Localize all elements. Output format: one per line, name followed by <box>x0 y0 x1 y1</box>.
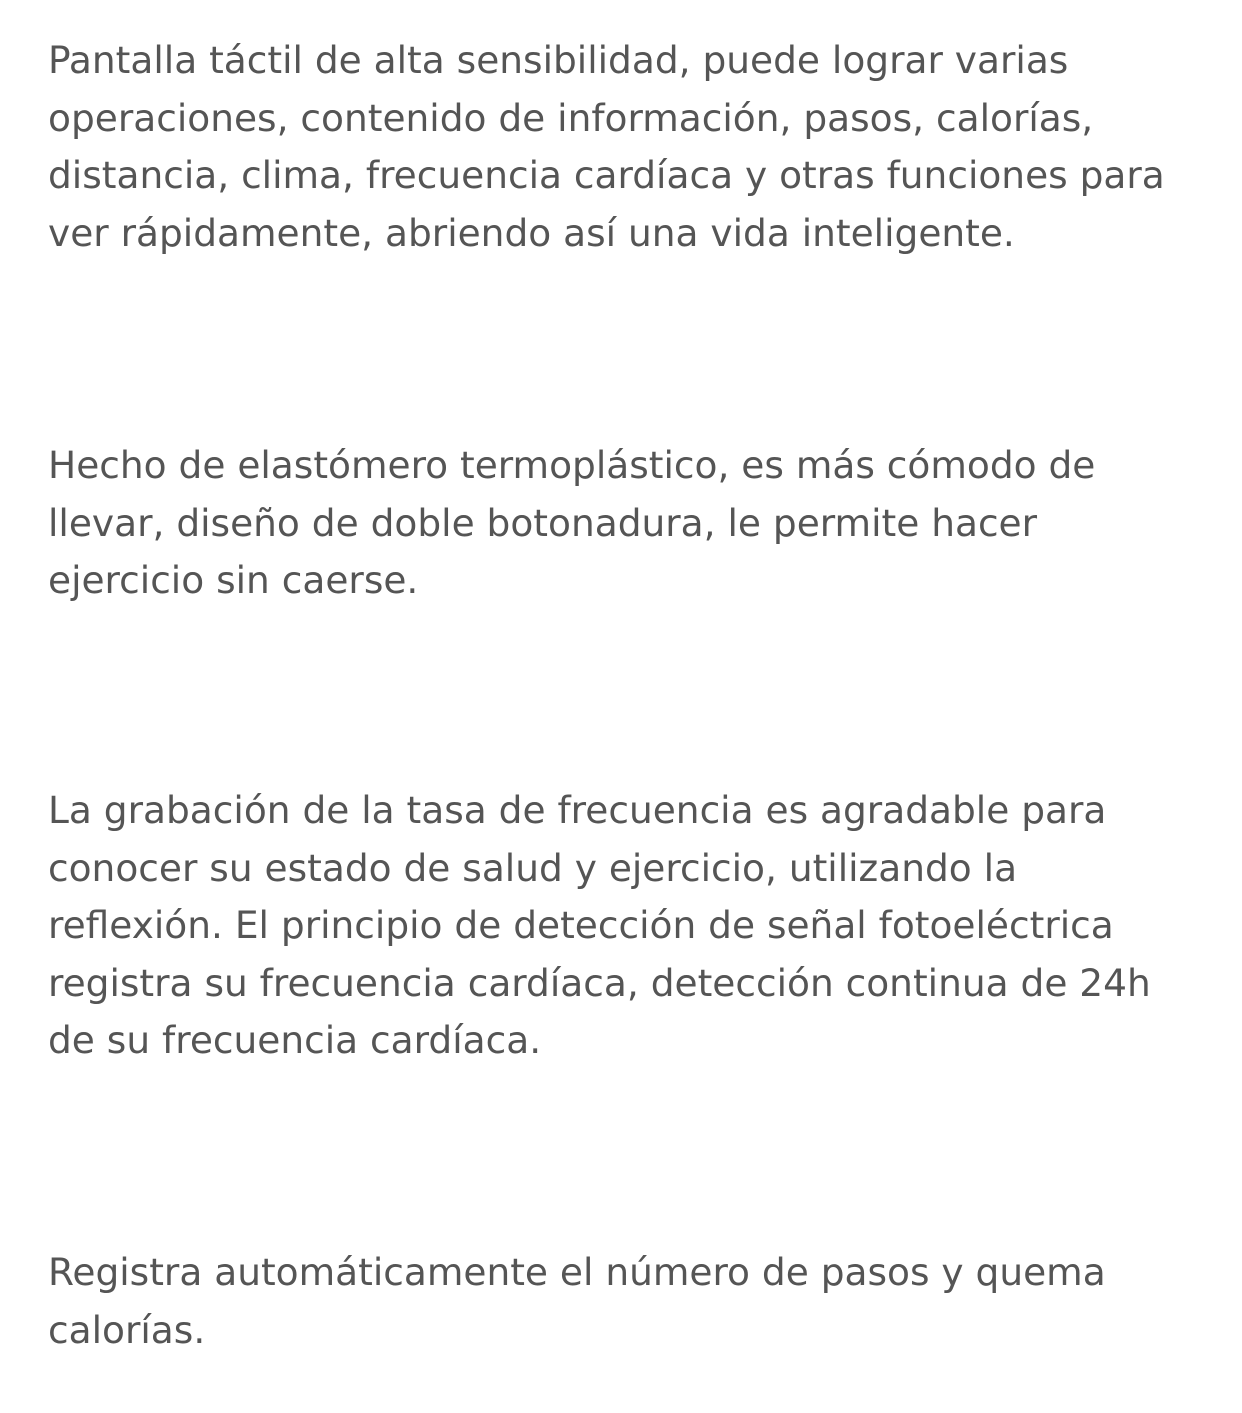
paragraph-line: ver rápidamente, abriendo así una vida inteligente. <box>48 210 1015 255</box>
paragraph-line: Pantalla táctil de alta sensibilidad, puede lograr varias <box>48 38 1069 82</box>
paragraph-touch-screen <box>48 32 1208 262</box>
paragraph-heart-rate <box>48 782 1208 1070</box>
paragraph-line: de su frecuencia cardíaca. <box>48 1018 542 1062</box>
paragraph-line: calorías. <box>48 1307 206 1352</box>
paragraph-step-counter <box>48 1244 1208 1359</box>
paragraph-line: conocer su estado de salud y ejercicio, utilizando la <box>48 845 1018 890</box>
paragraph-material <box>48 437 1208 610</box>
paragraph-line: Hecho de elastómero termoplástico, es más cómodo de <box>48 443 1096 487</box>
paragraph-line: registra su frecuencia cardíaca, detección continua de 24h <box>48 960 1151 1005</box>
paragraph-line: La grabación de la tasa de frecuencia es agradable para <box>48 788 1107 832</box>
paragraph-line: llevar, diseño de doble botonadura, le permite hacer <box>48 500 1038 545</box>
paragraph-line: distancia, clima, frecuencia cardíaca y otras funciones para <box>48 153 1165 197</box>
paragraph-line: Registra automáticamente el número de pasos y quema <box>48 1250 1106 1294</box>
paragraph-line: reflexión. El principio de detección de señal fotoeléctrica <box>48 903 1114 947</box>
paragraph-line: ejercicio sin caerse. <box>48 558 419 602</box>
paragraph-line: operaciones, contenido de información, pasos, calorías, <box>48 95 1094 140</box>
